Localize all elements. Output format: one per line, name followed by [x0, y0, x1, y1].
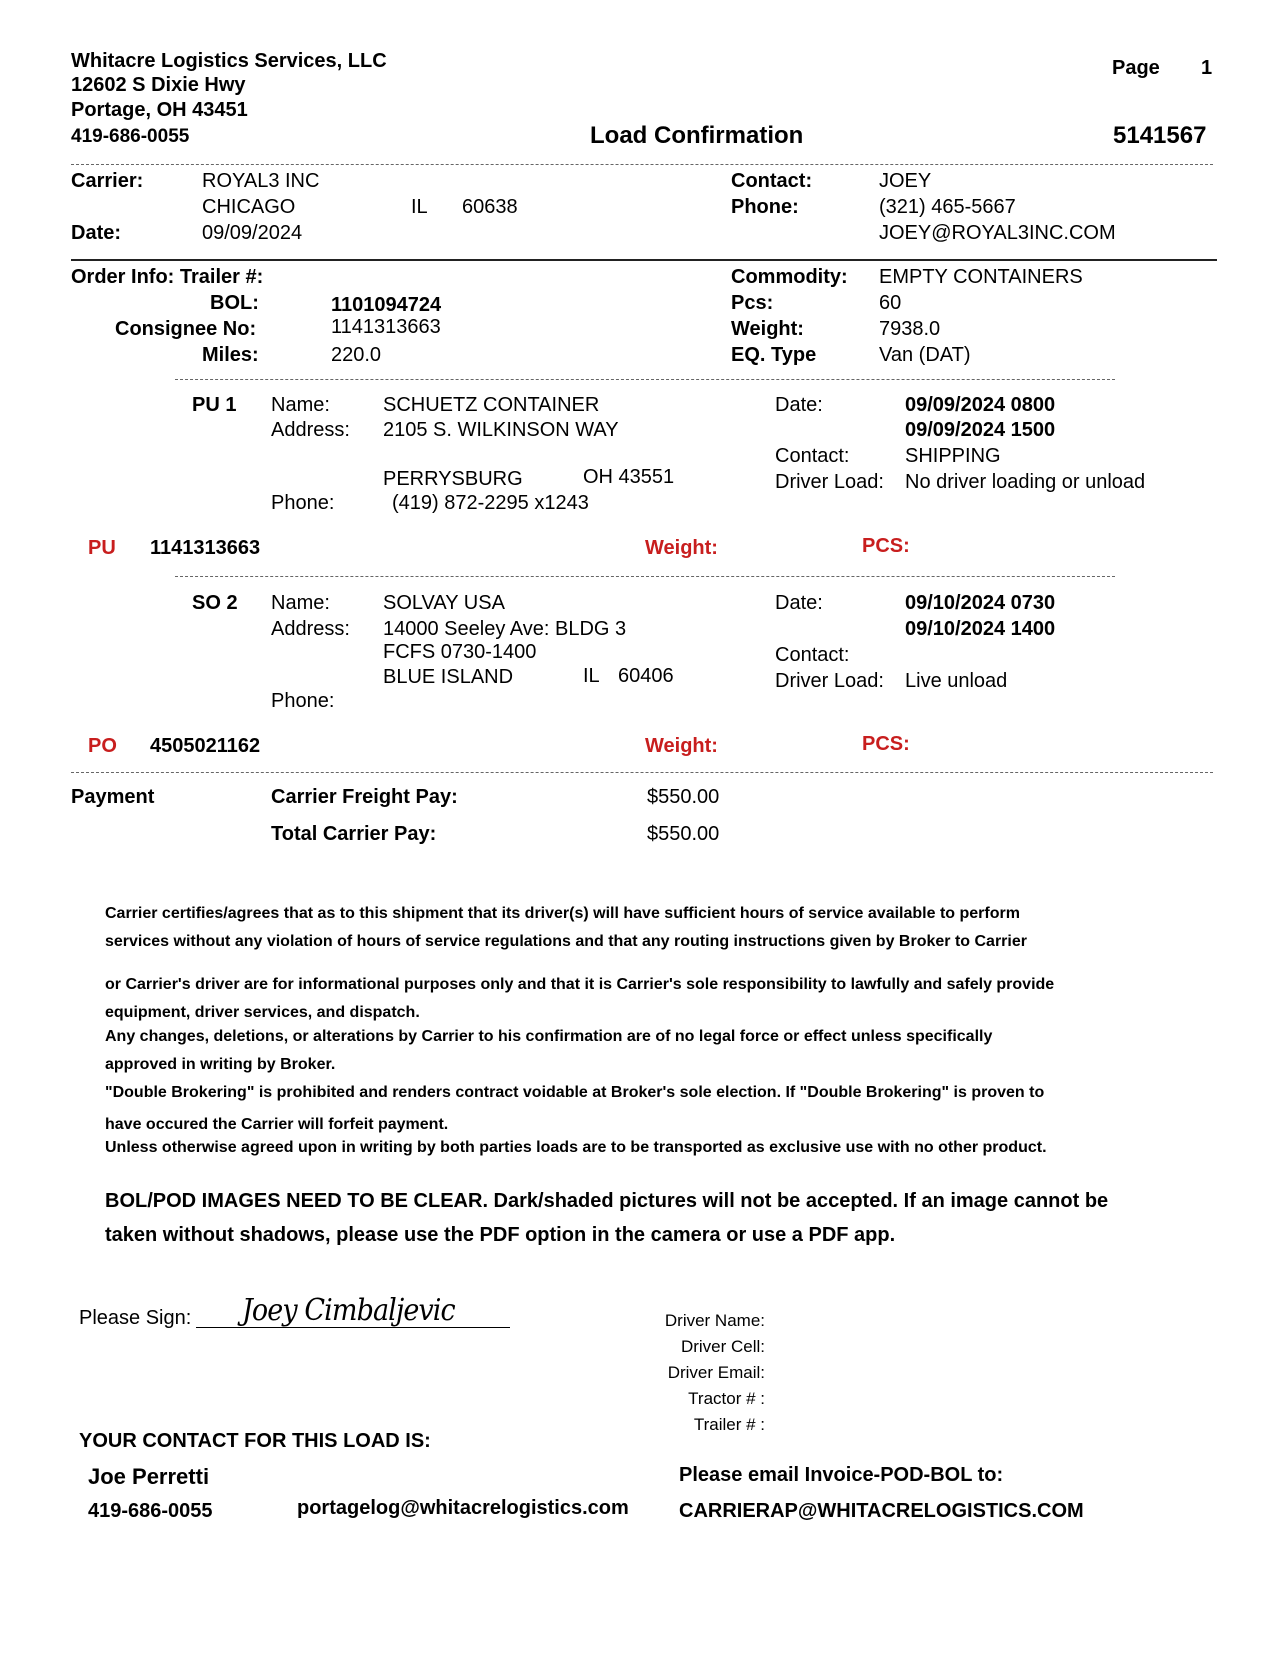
total-pay-value: $550.00: [647, 823, 720, 845]
phone-value: (321) 465-5667: [879, 196, 1016, 218]
freight-pay-label: Carrier Freight Pay:: [271, 786, 458, 808]
date-value: 09/09/2024: [202, 222, 303, 244]
carrier-zip: 60638: [462, 196, 518, 218]
terms-line: Unless otherwise agreed upon in writing by both parties loads are to be transported as exclusive use with no other product.: [105, 1139, 1047, 1156]
invoice-email: CARRIERAP@WHITACRELOGISTICS.COM: [679, 1500, 1084, 1522]
commodity-label: Commodity:: [731, 266, 848, 288]
terms-line: Carrier certifies/agrees that as to this shipment that its driver(s) will have sufficient hours of service available to perform: [105, 905, 1020, 922]
pickup-state-zip: OH 43551: [583, 466, 675, 488]
contact-value: JOEY: [879, 170, 932, 192]
pickup-stop-label: PU 1: [192, 394, 237, 416]
consignee-label: Consignee No:: [115, 318, 257, 340]
carrier-name: ROYAL3 INC: [202, 170, 320, 192]
drop-driver-load: Live unload: [905, 670, 1008, 692]
pickup-date-2: 09/09/2024 1500: [905, 419, 1056, 441]
terms-line: Any changes, deletions, or alterations by Carrier to his confirmation are of no legal force or effect unless specifically: [105, 1028, 993, 1045]
contact-heading: YOUR CONTACT FOR THIS LOAD IS:: [79, 1430, 431, 1452]
pickup-pcs-label: PCS:: [862, 535, 910, 557]
company-street: 12602 S Dixie Hwy: [71, 74, 246, 96]
contact-label: Contact:: [731, 170, 813, 192]
pickup-phone: (419) 872-2295 x1243: [392, 492, 589, 514]
company-phone: 419-686-0055: [71, 126, 190, 147]
commodity-value: EMPTY CONTAINERS: [879, 266, 1083, 288]
eq-type-value: Van (DAT): [879, 344, 971, 366]
pickup-ref: 1141313663: [150, 537, 261, 559]
carrier-divider: [71, 259, 1217, 261]
driver-name-label: Driver Name:: [664, 1311, 765, 1330]
pcs-label: Pcs:: [731, 292, 774, 314]
page-title: Load Confirmation: [590, 122, 804, 149]
terms-line: "Double Brokering" is prohibited and renders contract voidable at Broker's sole election. If "Double Brokering" is proven to: [105, 1084, 1045, 1101]
pickup-city: PERRYSBURG: [383, 468, 523, 490]
driver-email-label: Driver Email:: [667, 1363, 765, 1382]
drop-zip: 60406: [618, 665, 674, 687]
eq-type-label: EQ. Type: [731, 344, 817, 366]
pickup-contact: SHIPPING: [905, 445, 1001, 467]
pickup-ref-label: PU: [88, 537, 116, 559]
load-number: 5141567: [1113, 122, 1207, 149]
pickup-date-1: 09/09/2024 0800: [905, 394, 1056, 416]
image-notice-line: BOL/POD IMAGES NEED TO BE CLEAR. Dark/shaded pictures will not be accepted. If an image cannot be: [105, 1190, 1109, 1212]
pickup-date-label: Date:: [775, 394, 823, 416]
pickup-contact-label: Contact:: [775, 445, 850, 467]
terms-line: services without any violation of hours of service regulations and that any routing instructions given by Broker to Carrier: [105, 933, 1027, 950]
pickup-name-label: Name:: [271, 394, 330, 416]
image-notice-line: taken without shadows, please use the PDF option in the camera or use a PDF app.: [105, 1224, 896, 1246]
email-value: JOEY@ROYAL3INC.COM: [879, 222, 1116, 244]
driver-cell-label: Driver Cell:: [680, 1337, 765, 1356]
carrier-state: IL: [411, 196, 428, 218]
bol-label: BOL:: [210, 292, 259, 314]
carrier-label: Carrier:: [71, 170, 144, 192]
miles-value: 220.0: [331, 344, 382, 366]
invoice-label: Please email Invoice-POD-BOL to:: [679, 1464, 1004, 1486]
please-sign-label: Please Sign:: [79, 1307, 192, 1329]
company-city: Portage, OH 43451: [71, 99, 248, 121]
page-label: Page: [1112, 57, 1160, 79]
pcs-value: 60: [879, 292, 902, 314]
carrier-city: CHICAGO: [202, 196, 296, 218]
drop-city: BLUE ISLAND: [383, 666, 514, 688]
order-info-label: Order Info: Trailer #:: [71, 266, 264, 288]
pickup-address: 2105 S. WILKINSON WAY: [383, 419, 619, 441]
drop-weight-label: Weight:: [645, 735, 718, 757]
order-divider: [175, 379, 1115, 380]
pickup-divider: [175, 576, 1115, 577]
contact-email: portagelog@whitacrelogistics.com: [297, 1497, 629, 1519]
total-pay-label: Total Carrier Pay:: [271, 823, 437, 845]
header-divider: [71, 164, 1213, 165]
date-label: Date:: [71, 222, 122, 244]
terms-line: have occured the Carrier will forfeit payment.: [105, 1116, 449, 1133]
payment-label: Payment: [71, 786, 155, 808]
freight-pay-value: $550.00: [647, 786, 720, 808]
drop-driver-load-label: Driver Load:: [775, 670, 884, 692]
drop-name: SOLVAY USA: [383, 592, 505, 614]
pickup-name: SCHUETZ CONTAINER: [383, 394, 600, 416]
miles-label: Miles:: [202, 344, 259, 366]
pickup-address-label: Address:: [271, 419, 350, 441]
contact-phone: 419-686-0055: [88, 1500, 213, 1522]
drop-ref-label: PO: [88, 735, 117, 757]
trailer-label: Trailer # :: [693, 1415, 765, 1434]
drop-ref: 4505021162: [150, 735, 261, 757]
drop-address: 14000 Seeley Ave: BLDG 3: [383, 618, 627, 640]
drop-state: IL: [583, 665, 600, 687]
drop-stop-label: SO 2: [192, 592, 238, 614]
phone-label: Phone:: [731, 196, 799, 218]
drop-name-label: Name:: [271, 592, 330, 614]
bol-value: 1101094724: [331, 294, 442, 316]
drop-date-label: Date:: [775, 592, 823, 614]
terms-line: or Carrier's driver are for informational purposes only and that it is Carrier's sole responsibility to lawfully and safely provide: [105, 976, 1055, 993]
pickup-weight-label: Weight:: [645, 537, 718, 559]
drop-date-2: 09/10/2024 1400: [905, 618, 1056, 640]
weight-value: 7938.0: [879, 318, 941, 340]
company-name: Whitacre Logistics Services, LLC: [71, 50, 387, 72]
pickup-driver-load-label: Driver Load:: [775, 471, 884, 493]
drop-phone-label: Phone:: [271, 690, 335, 712]
tractor-label: Tractor # :: [688, 1389, 765, 1408]
contact-name: Joe Perretti: [88, 1464, 210, 1489]
terms-line: equipment, driver services, and dispatch.: [105, 1004, 420, 1021]
drop-pcs-label: PCS:: [862, 733, 910, 755]
drop-address-2: FCFS 0730-1400: [383, 641, 537, 663]
drop-divider: [71, 772, 1213, 773]
page-number: 1: [1201, 57, 1213, 79]
drop-address-label: Address:: [271, 618, 350, 640]
weight-label: Weight:: [731, 318, 804, 340]
drop-date-1: 09/10/2024 0730: [905, 592, 1056, 614]
drop-contact-label: Contact:: [775, 644, 850, 666]
terms-line: approved in writing by Broker.: [105, 1056, 336, 1073]
consignee-value: 1141313663: [331, 316, 441, 338]
pickup-phone-label: Phone:: [271, 492, 335, 514]
pickup-driver-load: No driver loading or unload: [905, 471, 1146, 493]
signature: Joey Cimbaljevic: [242, 1293, 455, 1328]
